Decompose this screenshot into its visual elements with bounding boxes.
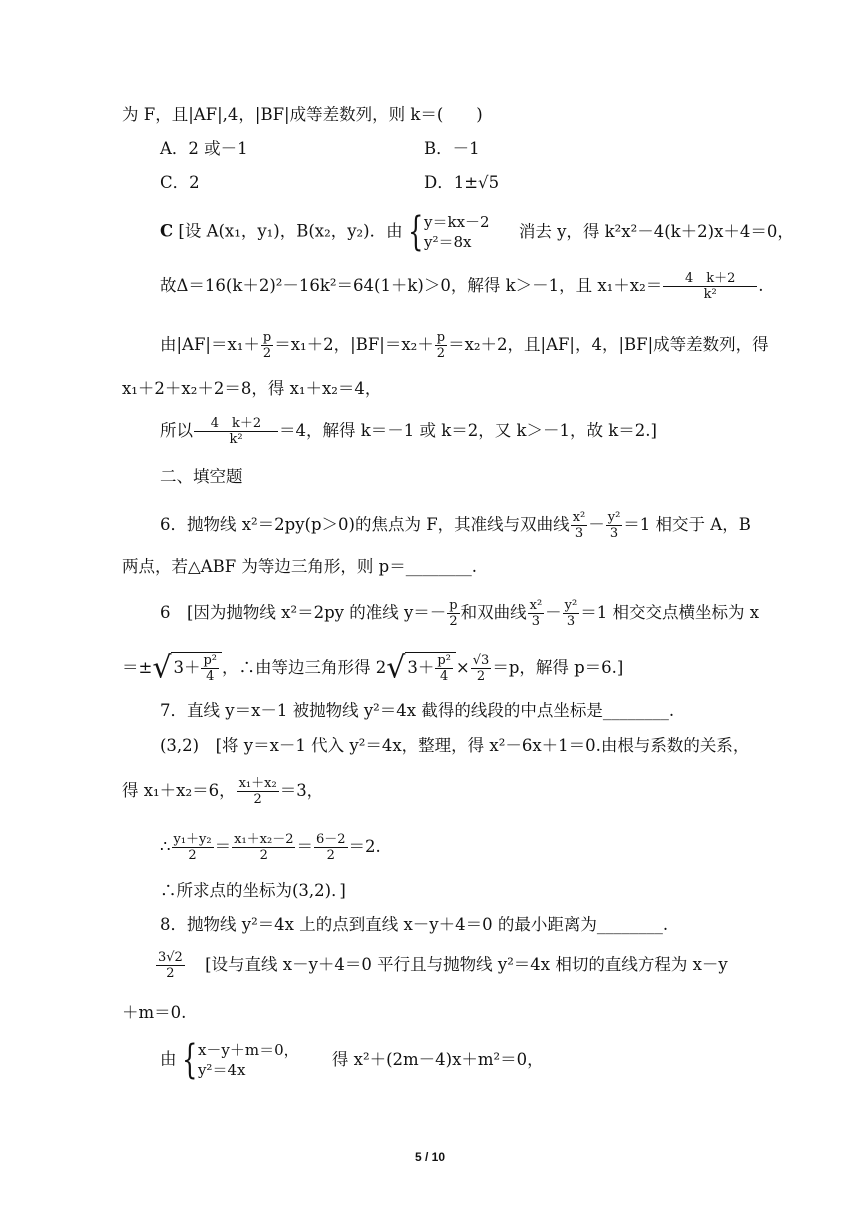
brace-icon: { [407,209,423,255]
a6-line1-post: ＝1 相交交点横坐标为 x [580,603,760,622]
a6-frac-sqrt3-num: √3 [472,653,490,668]
q6-frac-y [606,510,623,541]
q6-line2: 两点，若△ABF 为等边三角形，则 p＝________. [122,557,477,576]
a7-frac-xm-den: 2 [259,848,268,863]
a5-line1-post: 消去 y，得 k²x²－4(k＋2)x＋4＝0， [518,221,794,241]
a5-line5 [160,416,657,447]
a5-line1-pre: [设 A(x₁，y₁)，B(x₂，y₂)．由 [178,221,403,241]
a7-line3-pre: ∴ [160,837,171,856]
q5-tail: 为 F，且|AF|,4，|BF|成等差数列，则 k＝( ) [122,105,483,124]
a5-frac-2-den: k² [229,432,243,447]
option-c: C．2 [160,173,200,192]
a5-frac [663,271,757,302]
a6-frac-sqrt3 [471,653,492,684]
p-frac-den: 2 [262,346,272,361]
a8-line2: ＋m＝0. [122,1003,187,1022]
a7-line4: ∴所求点的坐标为(3,2)．] [160,881,346,900]
a8-sys-b: y²＝4x [197,1061,246,1079]
a7-line1: (3,2) [将 y＝x－1 代入 y²＝4x，整理，得 x²－6x＋1＝0.由根与系数的关系， [160,736,750,755]
a5-sys-b: y²＝8x [424,233,472,251]
a5-frac-den: k² [703,287,717,302]
a5-line3-c: ＝x₂＋2，且|AF|，4，|BF|成等差数列，得 [448,335,769,354]
a5-line5-post: ＝4，解得 k＝－1 或 k＝2，又 k＞－1，故 k＝2.] [279,421,657,440]
a6-frac-p [447,598,459,629]
a7-frac-y-den: 2 [188,848,197,863]
a6-frac-x-num: x² [529,598,543,613]
a6-frac-p-num: p [449,598,458,613]
option-d: D．1±√5 [424,173,500,192]
a6-frac-p2-b-num: p² [437,653,451,668]
section-title: 二、填空题 [160,467,243,486]
a5-line2: 故Δ＝16(k＋2)²－16k²＝64(1＋k)＞0，解得 k＞－1，且 x₁＋x₂＝ $\frac{4 k+2}{\text{k²}}$ . [160,271,764,302]
a6-times: × [455,658,470,677]
a5-line3-a: 由|AF|＝x₁＋ [160,335,260,354]
a7-frac-x-den: 2 [253,792,262,807]
a6-line1: 6 [因为抛物线 x²＝2py 的准线 y＝－ $\frac{p}{2}$ 和双曲线 $\frac{\text{x²}}{3}$ － $\frac{\text{y²}}{3}$ ＝1 相交交点横坐标为 x [160,598,760,629]
q6-frac-x [571,510,588,541]
a8-line3-pre: 由 [160,1049,177,1069]
p-frac [261,330,273,361]
a6-frac-p2-den: 4 [206,669,215,684]
a7-frac-y-num: y₁＋y₂ [173,832,212,847]
q6-frac-y-num: y² [607,510,621,525]
p-frac-2 [435,330,447,361]
a6-frac-p2 [201,653,219,684]
q6-frac-x-num: x² [572,510,586,525]
q6-line1-pre: 6．抛物线 x²＝2py(p＞0)的焦点为 F，其准线与双曲线 [160,515,570,534]
page-number: 5 / 10 [414,1150,446,1164]
a7-frac-6-den: 2 [326,848,335,863]
a7-line3-post: ＝2. [348,837,381,856]
a6-sqrt-body [171,652,222,684]
q6-frac-y-den: 3 [609,526,619,541]
a7-frac-y [172,832,214,863]
a5-line4: x₁＋2＋x₂＋2＝8，得 x₁＋x₂＝4， [122,379,382,398]
sqrt-icon: √ [152,650,172,686]
a8-frac [156,950,185,981]
a8-line3-post: 得 x²＋(2m－4)x＋m²＝0， [331,1049,544,1069]
a7-frac-x-num: x₁＋x₂ [238,776,277,791]
a7-frac-6-num: 6－2 [315,832,346,847]
a8-frac-num: 3√2 [158,950,183,965]
a7-line2-pre: 得 x₁＋x₂＝6， [122,781,236,800]
a5-frac-num: 4 k＋2 [663,271,757,287]
a5-system [424,212,490,252]
a8-line3 [160,1037,544,1083]
a6-line1-mid: 和双曲线 [460,603,527,622]
a7-frac-x [237,776,279,807]
q8: 8．抛物线 y²＝4x 上的点到直线 x－y＋4＝0 的最小距离为________. [160,915,669,934]
a8-system [198,1040,299,1080]
a6-line1-pre: 6 [因为抛物线 x²＝2py 的准线 y＝－ [160,603,447,622]
a5-frac-2 [194,416,278,447]
a6-frac-y [563,598,580,629]
option-a: A．2 或－1 [160,139,248,158]
a5-line1 [160,209,794,255]
a6-frac-y-num: y² [564,598,578,613]
a7-line2 [122,776,323,807]
a5-sys-a: y＝kx－2 [424,213,490,231]
a5-line2-pre: 故Δ＝16(k＋2)²－16k²＝64(1＋k)＞0，解得 k＞－1，且 x₁＋x₂＝ [160,276,663,295]
a6-frac-x-den: 3 [531,614,541,629]
a6-sqrt-a: 3＋ [173,658,201,677]
q6-line1-post: ＝1 相交于 A，B [623,515,751,534]
a6-frac-p2-num: p² [203,653,217,668]
a5-letter: C [160,221,174,241]
q6-line1: 6．抛物线 x²＝2py(p＞0)的焦点为 F，其准线与双曲线 $\frac{\text{x²}}{3}$ － $\frac{\text{y²}}{3}$ ＝1 相交于 A，B [160,510,751,541]
a6-line2-b: ，∴由等边三角形得 2 [222,658,387,677]
q7: 7．直线 y＝x－1 被抛物线 y²＝4x 截得的线段的中点坐标是________. [160,701,675,720]
a6-frac-p2-b-den: 4 [440,669,449,684]
a8-line1-text: [设与直线 x－y＋4＝0 平行且与抛物线 y²＝4x 相切的直线方程为 x－y [205,955,728,974]
brace-icon-2: { [181,1037,197,1083]
q6-frac-x-den: 3 [574,526,584,541]
a7-line3: ∴ $\frac{\text{y₁＋y₂}}{2}$ ＝ $\frac{\text{x₁＋x₂－2}}{2}$ ＝ $\frac{6-2}{2}$ ＝2. [160,832,381,863]
a5-line3-b: ＝x₁＋2，|BF|＝x₂＋ [274,335,434,354]
a6-frac-p2-b [435,653,453,684]
a6-frac-sqrt3-den: 2 [476,669,486,684]
a6-line2-c: ＝p，解得 p＝6.] [492,658,624,677]
a5-line3 [160,330,769,361]
p-frac-den-2: 2 [436,346,446,361]
sqrt-icon-2: √ [386,650,406,686]
p-frac-num-2: p [436,330,446,345]
a7-frac-xm [232,832,295,863]
a6-line2-a: ＝± [122,658,153,677]
a6-frac-y-den: 3 [566,614,576,629]
a8-frac-den: 2 [166,966,175,981]
a7-frac-6 [314,832,348,863]
a8-line1 [155,950,728,981]
a7-frac-xm-num: x₁＋x₂－2 [234,832,294,847]
a6-line2 [122,652,623,684]
a5-frac-2-num: 4 k＋2 [194,416,278,432]
a6-sqrt-a-2: 3＋ [407,658,435,677]
a6-sqrt-body-2 [405,652,456,684]
p-frac-num: p [262,330,272,345]
a6-frac-x [528,598,545,629]
a7-line2-post: ＝3， [279,781,324,800]
option-b: B．－1 [424,139,480,158]
a8-sys-a: x－y＋m＝0， [197,1041,299,1059]
a6-frac-p-den: 2 [449,614,458,629]
a5-line5-pre: 所以 [160,421,193,440]
